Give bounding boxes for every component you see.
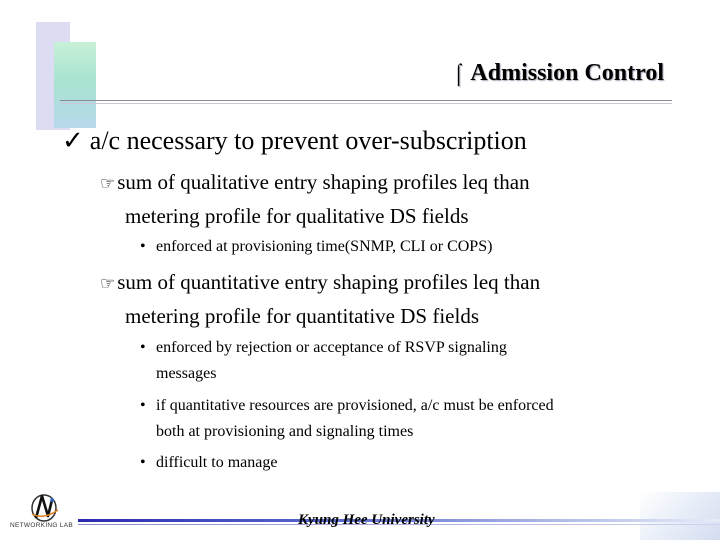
detail-bullet [140, 335, 507, 387]
slide-title [452, 60, 664, 87]
footer-university: Kyung Hee University [298, 512, 435, 528]
title-bullet-icon: ⌠ [452, 63, 465, 85]
footer-corner-gradient [640, 492, 720, 540]
bullet-dot-icon: • [140, 238, 146, 255]
detail-bullet-text: if quantitative resources are provisioned, a/c must be enforced [156, 397, 554, 414]
sub-bullet-line1: sum of quantitative entry shaping profiles leq than [117, 270, 541, 294]
slide-title-text: Admission Control [470, 60, 664, 86]
bullet-dot-icon: • [140, 339, 146, 356]
bullet-dot-icon: • [140, 397, 146, 414]
main-bullet [62, 126, 527, 156]
sub-bullet-line1: sum of qualitative entry shaping profiles leq than [117, 170, 530, 194]
title-divider-shadow [60, 103, 672, 104]
sub-bullet-line2: metering profile for qualitative DS fields [125, 204, 469, 228]
pointing-hand-icon: ☞ [100, 274, 116, 293]
sub-bullet-quantitative [100, 266, 540, 332]
main-bullet-text: a/c necessary to prevent over-subscription [89, 126, 527, 155]
detail-bullet-text: difficult to manage [156, 454, 278, 471]
detail-bullet [140, 393, 554, 445]
detail-bullet-text-cont: both at provisioning and signaling times [156, 423, 414, 440]
checkmark-icon: ✓ [62, 126, 84, 155]
detail-bullet-text-cont: messages [156, 365, 217, 382]
pointing-hand-icon: ☞ [100, 174, 116, 193]
bullet-dot-icon: • [140, 454, 146, 471]
sub-bullet-line2: metering profile for quantitative DS fields [125, 304, 479, 328]
detail-bullet-text: enforced by rejection or acceptance of RSVP signaling [156, 339, 507, 356]
detail-bullet [140, 450, 277, 476]
decorative-gradient-square [54, 42, 96, 128]
detail-bullet [140, 234, 492, 260]
logo-caption: NETWORKING LAB [10, 522, 74, 529]
detail-bullet-text: enforced at provisioning time(SNMP, CLI or COPS) [156, 238, 493, 255]
title-divider [60, 100, 672, 101]
sub-bullet-qualitative [100, 166, 530, 232]
